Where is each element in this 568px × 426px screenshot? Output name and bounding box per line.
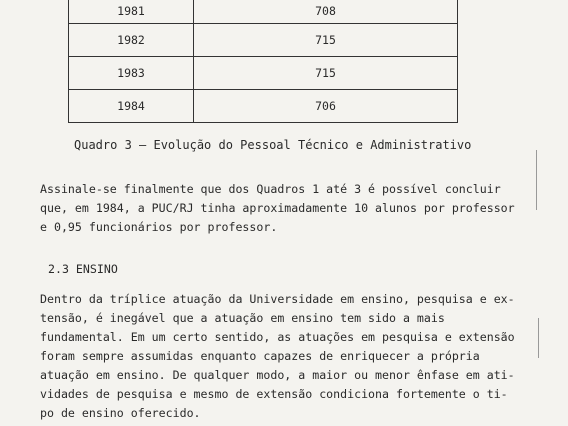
value-cell: 715 (194, 24, 458, 57)
year-cell: 1983 (69, 57, 194, 90)
table-row (69, 24, 458, 57)
staff-evolution-table (68, 0, 458, 123)
text-line: po de ensino oferecido. (40, 406, 201, 420)
table-row (69, 57, 458, 90)
year-cell: 1984 (69, 90, 194, 123)
paragraph-ensino (40, 290, 532, 423)
text-line: foram sempre assumidas enquanto capazes de enriquecer a própria (40, 349, 480, 363)
text-line: atuação em ensino. De qualquer modo, a maior ou menor ênfase em ati- (40, 368, 515, 382)
text-line: e 0,95 funcionários por professor. (40, 220, 278, 234)
scan-mark (536, 150, 537, 210)
table-row (69, 90, 458, 123)
table-row (69, 0, 458, 24)
section-heading: 2.3 ENSINO (48, 262, 118, 276)
text-line: vidades de pesquisa e mesmo de extensão condiciona fortemente o ti- (40, 387, 508, 401)
text-line: tensão, é inegável que a atuação em ensino tem sido a mais (40, 311, 445, 325)
value-cell: 715 (194, 57, 458, 90)
text-line: Assinale-se finalmente que dos Quadros 1 até 3 é possível concluir (40, 182, 501, 196)
value-cell: 706 (194, 90, 458, 123)
value-cell: 708 (194, 0, 458, 24)
text-line: que, em 1984, a PUC/RJ tinha aproximadamente 10 alunos por professor (40, 201, 515, 215)
text-line: fundamental. Em um certo sentido, as atuações em pesquisa e extensão (40, 330, 515, 344)
year-cell: 1982 (69, 24, 194, 57)
paragraph-conclusion (40, 180, 532, 237)
scan-mark (538, 318, 539, 358)
text-line: Dentro da tríplice atuação da Universidade em ensino, pesquisa e ex- (40, 292, 515, 306)
table-caption: Quadro 3 — Evolução do Pessoal Técnico e Administrativo (74, 138, 472, 152)
year-cell: 1981 (69, 0, 194, 24)
